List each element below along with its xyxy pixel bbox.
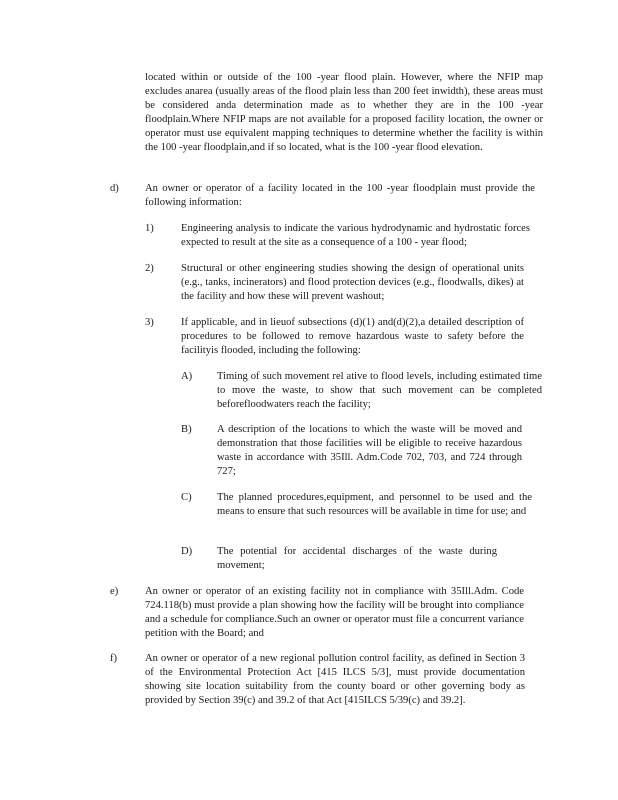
item-d1-text: Engineering analysis to indicate the various hydrodynamic and hydrostatic forces expected to result at the site as a consequence of a 100 - year flood; bbox=[181, 223, 530, 248]
item-d3b-text: A description of the locations to which the waste will be moved and demonstration that those facilities will be eligible to receive hazardous waste in accordance with 35Ill. Adm.Code 702, 703, and 724 through 727; bbox=[217, 424, 522, 477]
item-d1-marker: 1) bbox=[145, 223, 154, 234]
item-d-marker: d) bbox=[110, 183, 119, 194]
intro-paragraph: located within or outside of the 100 -year flood plain. However, where the NFIP map excludes anarea (usually areas of the flood plain less than 200 feet inwidth), these areas must be considered anda determination made as to whether they are in the 100 -year floodplain.Where NFIP maps are not available for a proposed facility location, the owner or operator must use equivalent mapping techniques to determine whether the facility is within the 100 -year floodplain,and if so located, what is the 100 -year flood elevation. bbox=[145, 72, 543, 153]
item-e-text: An owner or operator of an existing facility not in compliance with 35Ill.Adm. Code 724.118(b) must provide a plan showing how the facility will be brought into compliance and a schedule for compliance.Such an owner or operator must file a concurrent variance petition with the Board; and bbox=[145, 586, 524, 639]
item-d3a-marker: A) bbox=[181, 371, 193, 382]
item-d2-marker: 2) bbox=[145, 263, 154, 274]
item-d3c-text: The planned procedures,equipment, and personnel to be used and the means to ensure that such resources will be available in time for use; and bbox=[217, 492, 532, 517]
item-d3c-marker: C) bbox=[181, 492, 192, 503]
item-d3a-text: Timing of such movement rel ative to flood levels, including estimated time to move the waste, to show that such movement can be completed beforefloodwaters reach the facility; bbox=[217, 371, 542, 410]
item-f-marker: f) bbox=[110, 653, 118, 664]
item-d3-marker: 3) bbox=[145, 317, 154, 328]
item-f-text: An owner or operator of a new regional pollution control facility, as defined in Section 3 of the Environmental Protection Act [415 ILCS 5/3], must provide documentation showing site location suitability from the county board or other governing body as provided by Section 39(c) and 39.2 of that Act [415ILCS 5/39(c) and 39.2]. bbox=[145, 653, 525, 706]
item-d3b-marker: B) bbox=[181, 424, 192, 435]
item-d2-text: Structural or other engineering studies showing the design of operational units (e.g., tanks, incinerators) and flood protection devices (e.g., floodwalls, dikes) at the facility and how these will prevent washout; bbox=[181, 263, 524, 302]
item-d-text: An owner or operator of a facility located in the 100 -year floodplain must provide the following information: bbox=[145, 183, 535, 208]
item-d3-text: If applicable, and in lieuof subsections (d)(1) and(d)(2),a detailed description of procedures to be followed to remove hazardous waste to safety before the facilityis flooded, including the following: bbox=[181, 317, 524, 356]
item-d3d-marker: D) bbox=[181, 546, 193, 557]
item-d3d-text: The potential for accidental discharges of the waste during movement; bbox=[217, 546, 497, 571]
item-e-marker: e) bbox=[110, 586, 119, 597]
